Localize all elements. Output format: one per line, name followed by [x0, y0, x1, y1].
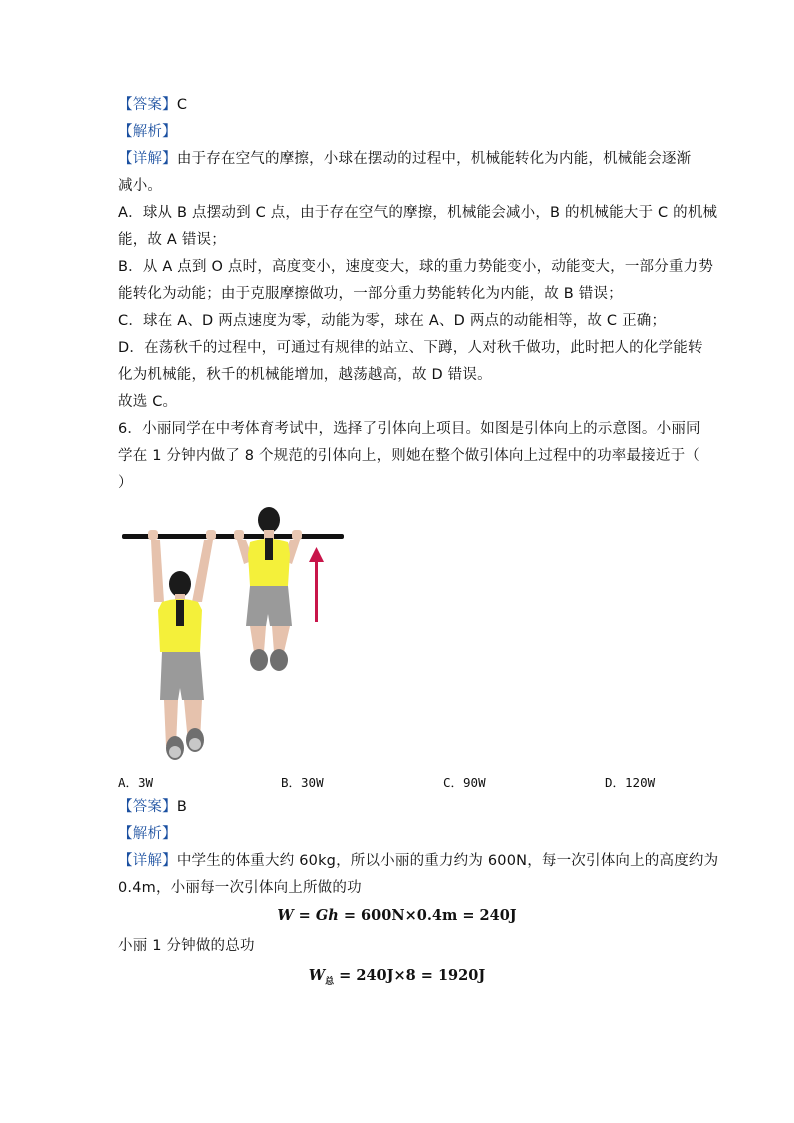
analysis-tag-1: 【解析】 [118, 124, 177, 140]
detail-text: 由于存在空气的摩擦，小球在摆动的过程中，机械能转化为内能，机械能会逐渐 [176, 151, 692, 167]
detail-text: 中学生的体重大约 60kg，所以小丽的重力约为 600N，每一次引体向上的高度约为 [176, 853, 719, 869]
analysis-tag-2: 【解析】 [118, 826, 177, 842]
answer-value: C [176, 97, 188, 113]
question-6-line-1: 6．小丽同学在中考体育考试中，选择了引体向上项目。如图是引体向上的示意图。小丽同 [118, 421, 701, 437]
answer-line-1 [118, 95, 187, 115]
option-d-explanation: D．在荡秋千的过程中，可通过有规律的站立、下蹲，人对秋千做功，此时把人的化学能转 [118, 340, 703, 356]
pull-up-illustration [118, 502, 350, 764]
conclusion-line: 故选 C。 [118, 394, 178, 410]
option-b [281, 773, 324, 793]
option-b-explanation-cont: 能转化为动能；由于克服摩擦做功，一部分重力势能转化为内能，故 B 错误； [118, 286, 623, 302]
option-a-label: A． [118, 775, 139, 790]
height-symbol: h [328, 907, 339, 924]
answer-tag: 【答案】 [118, 97, 177, 113]
option-b-label: B． [281, 775, 302, 790]
option-d [605, 773, 655, 793]
gravity-symbol: G [315, 907, 329, 924]
option-a-explanation: A．球从 B 点摆动到 C 点，由于存在空气的摩擦，机械能会减小，B 的机械能大于 C 的机械 [118, 205, 718, 221]
detail-line-b2: 0.4m，小丽每一次引体向上所做的功 [118, 880, 362, 896]
option-c [443, 773, 486, 793]
option-d-label: D． [605, 775, 626, 790]
total-work-calculation: = 240J×8 = 1920J [334, 967, 486, 984]
total-subscript: 总 [325, 977, 335, 987]
question-6-line-2: 学在 1 分钟内做了 8 个规范的引体向上，则她在整个做引体向上过程中的功率最接近于（ [118, 448, 700, 464]
total-work-equation [0, 966, 794, 992]
option-c-label: C． [443, 775, 464, 790]
option-a-value: 3W [138, 775, 154, 790]
detail-line-b1 [118, 851, 718, 871]
option-a-explanation-cont: 能，故 A 错误； [118, 232, 226, 248]
answer-line-2 [118, 797, 187, 817]
option-b-explanation: B．从 A 点到 O 点时，高度变小，速度变大，球的重力势能变小，动能变大，一部分重力势 [118, 259, 714, 275]
option-a [118, 773, 153, 793]
detail-line-1 [118, 149, 691, 169]
question-6-line-3: ） [118, 475, 133, 491]
option-d-explanation-cont: 化为机械能，秋千的机械能增加，越荡越高，故 D 错误。 [118, 367, 492, 383]
option-c-explanation: C．球在 A、D 两点速度为零，动能为零，球在 A、D 两点的动能相等，故 C 正确； [118, 313, 667, 329]
answer-value: B [176, 799, 187, 815]
work-equation [0, 906, 794, 926]
detail-tag: 【详解】 [118, 853, 177, 869]
option-b-value: 30W [301, 775, 324, 790]
total-work-line: 小丽 1 分钟做的总功 [118, 938, 255, 954]
option-c-value: 90W [463, 775, 486, 790]
detail-tag: 【详解】 [118, 151, 177, 167]
work-calculation: = 600N×0.4m = 240J [338, 907, 517, 924]
option-d-value: 120W [625, 775, 656, 790]
upward-arrow-icon [309, 547, 324, 622]
detail-line-2: 减小。 [118, 178, 163, 194]
work-symbol: W [277, 907, 294, 924]
pulled-up-figure [234, 507, 302, 671]
total-work-symbol: W [308, 967, 326, 984]
hanging-figure [148, 530, 216, 760]
equals-sign: = [293, 907, 316, 924]
answer-tag: 【答案】 [118, 799, 177, 815]
